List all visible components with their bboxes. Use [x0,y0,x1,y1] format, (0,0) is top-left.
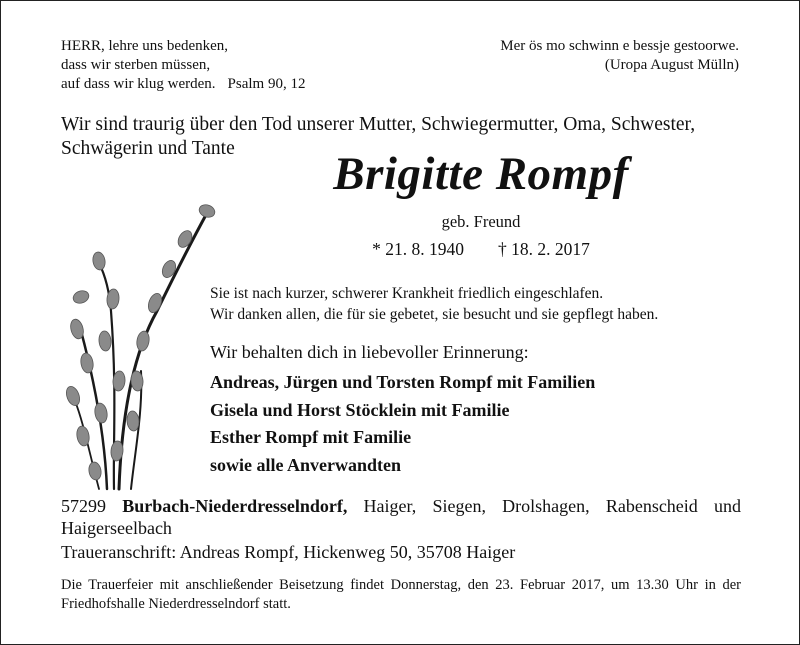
funeral-info: Die Trauerfeier mit anschließender Beisetzung findet Donnerstag, den 23. Februar 2017, um 13.30 Uhr in der Friedhofshalle Niederdresselndorf statt. [61,577,741,612]
hometown: Burbach-Niederdresselndorf, [122,496,348,516]
intro-line-2: Schwägerin und Tante [61,138,235,159]
death-date: † 18. 2. 2017 [498,239,590,259]
bible-verse [61,37,305,94]
bible-verse-line-3 [61,75,305,94]
location-line [61,495,741,539]
intro-line-1: Wir sind traurig über den Tod unserer Mutter, Schwiegermutter, Oma, Schwester, [61,114,696,135]
mourner-item: Esther Rompf mit Familie [210,427,412,447]
bible-verse-text: auf dass wir klug werden. [61,76,216,92]
birth-date: * 21. 8. 1940 [372,239,464,259]
mourner-item: Andreas, Jürgen und Torsten Rompf mit Familien [210,372,596,392]
bible-verse-reference: Psalm 90, 12 [227,76,306,92]
maiden-name: geb. Freund [441,212,521,231]
bible-verse-line-1: HERR, lehre uns bedenken, [61,38,229,54]
message-line-2: Wir danken allen, die für sie gebetet, sie besucht und sie gepflegt haben. [210,306,659,323]
message [210,283,658,325]
life-dates [231,239,731,260]
postcode: 57299 [61,496,106,516]
bible-verse-line-2: dass wir sterben müssen, [61,57,211,73]
mourner-item: Gisela und Horst Stöcklein mit Familie [210,399,510,420]
pussy-willow-branch-icon [59,191,219,491]
mourning-address: Traueranschrift: Andreas Rompf, Hickenweg 50, 35708 Haiger [61,542,516,562]
remembrance-line: Wir behalten dich in liebevoller Erinnerung: [210,342,529,362]
mourner-item: sowie alle Anverwandten [210,454,401,475]
deceased-name: Brigitte Rompf [333,148,629,200]
dialect-quote-text: Mer ös mo schwinn e bessje gestoorwe. [500,38,739,54]
message-line-1: Sie ist nach kurzer, schwerer Krankheit friedlich eingeschlafen. [210,285,604,302]
other-towns: Haiger, Siegen, Drolshagen, Rabenscheid und Haigerseelbach [61,496,741,538]
mourners-list [210,369,595,479]
dialect-quote [500,37,739,75]
dialect-quote-author: (Uropa August Mülln) [604,57,739,73]
